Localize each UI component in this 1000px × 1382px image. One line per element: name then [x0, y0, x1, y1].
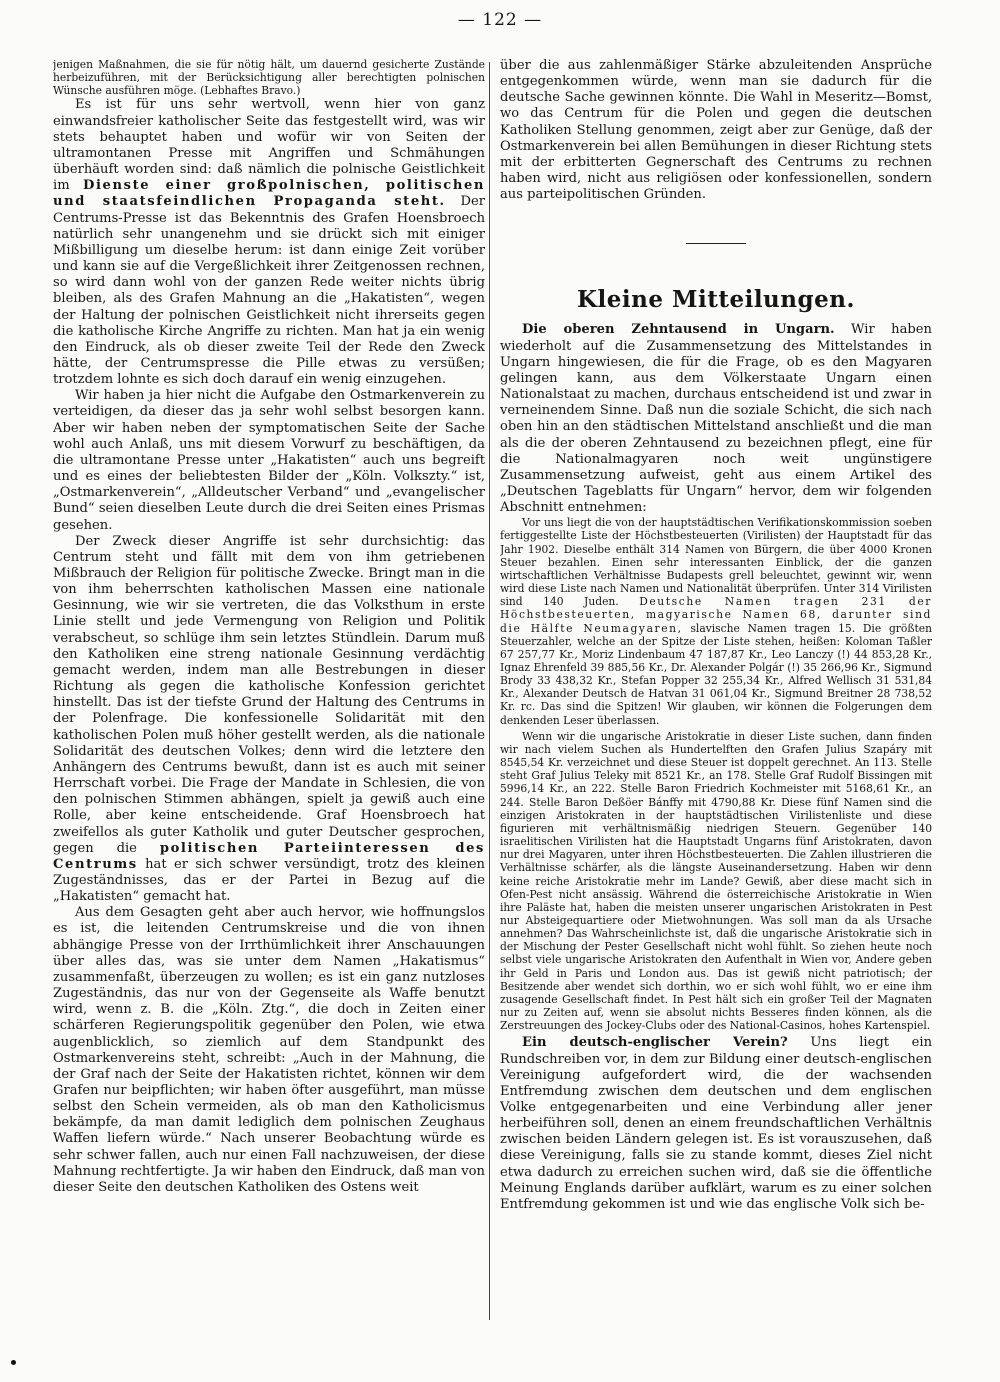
news-item-association-text: Uns liegt ein Rundschreiben vor, in dem zur Bildung einer deutsch-englischen Vereinigung aufgefordert wird, die der wachsenden Entfremdung zwischen dem deutschen und dem englischen Volke entgegenarbeiten und eine Verbindung aller jener herbeiführen soll, denen an einem freundschaftlichen Verhältnis zwischen beiden Ländern gelegen ist. Es ist vorauszusehen, daß diese Vereinigung, falls sie zu stande kommt, dieses Ziel nicht etwa dadurch zu erreichen suchen wird, daß sie die öffentliche Meinung Englands darüber aufklärt, warum es zu einer solchen Entfremdung gekommen ist und wie das englische Volk sich be- [500, 1035, 932, 1212]
left-paragraph-4-text-a: Der Zweck dieser Angriffe ist sehr durchsichtig: das Centrum steht und fällt mit dem von ihm getriebenen Mißbrauch der Religion für politische Zwecke. Bringt man in die von ihm beherrschten katholischen Massen eine nationale Gesinnung, wie wir sie vertreten, die das Volksthum in erste Linie stellt und jede Vermengung von Religion und Politik verabscheut, so schlüge ihm sein letztes Stündlein. Darum muß den Katholiken eine streng nationale Gesinnung verdächtig gemacht werden, indem man alle Bestrebungen in dieser Richtung als gegen die katholische Konfession gerichtet hinstellt. Das ist der tiefste Grund der Haltung des Centrums in der Polenfrage. Die konfessionelle Solidarität mit den katholischen Polen muß höher gestellt werden, als die nationale Solidarität des deutschen Volkes; denn wird die letztere den Anhängern des Centrums bewußt, dann ist es auch mit seiner Herrschaft vorbei. Die Frage der Mandate in Schlesien, die von den polnischen Stimmen abhängen, spielt ja gewiß auch eine Rolle, aber keine entscheidende. Graf Hoensbroech hat zweifellos als guter Katholik und guter Deutscher gesprochen, gegen die [53, 533, 485, 856]
quote-paragraph-1-text-c: slavische Namen tragen 15. Die größten Steuerzahler, welche an der Spitze der Liste stehen, heißen: Koloman Taßler 67 257,77 Kr., Moriz Lindenbaum 47 187,87 Kr., Leo Lanczy (!) 44 853,28 Kr., Ignaz Ehrenfeld 39 885,56 Kr., Dr. Alexander Polgár (!) 35 266,96 Kr., Sigmund Brody 33 438,32 Kr., Stefan Popper 32 255,34 Kr., Alfred Wellisch 31 531,84 Kr., Alexander Deutsch de Hatvan 31 061,04 Kr., Sigmund Breitner 28 738,52 Kr. rc. Das sind die Spitzen! Wir glauben, wir können die Folgerungen dem denkenden Leser überlassen. [500, 621, 932, 727]
left-paragraph-4-text-c: hat er sich schwer versündigt, trotz des kleinen Zugeständnisses, das er der Partei in Bezug auf die „Hakatisten“ gemacht hat. [53, 856, 485, 905]
left-paragraph-2-text-c: Der Centrums-Presse ist das Bekenntnis des Grafen Hoensbroech natürlich sehr unangenehm und sie drückt sich mit einiger Mißbilligung um dieselbe herum: ist dann einige Zeit vorüber und kann sie auf die Vergeßlichkeit ihrer Zeitgenossen rechnen, so wird dann wohl von der ganzen Rede weiter nichts übrig bleiben, als des Grafen Mahnung an die „Hakatisten“, wegen der Haltung der polnischen Geistlichkeit nicht ihrerseits gegen die katholische Kirche Angriffe zu richten. Man hat ja ein wenig den Eindruck, als ob dieser zweite Teil der Rede den Zweck hätte, der Centrumspresse die Pille etwas zu versüßen; trotzdem lohnte es sich doch darauf ein wenig einzugehen. [53, 194, 485, 388]
quote-paragraph-2: Wenn wir die ungarische Aristokratie in dieser Liste suchen, dann finden wir nach vielem Suchen als Hundertelften den Grafen Julius Szapáry mit 8545,54 Kr. verzeichnet und diese Steuer ist doppelt gerechnet. An 113. Stelle steht Graf Julius Teleky mit 8521 Kr., an 178. Stelle Graf Rudolf Bissingen mit 5996,14 Kr., an 222. Stelle Baron Friedrich Kochmeister mit 5168,61 Kr., an 244. Stelle Baron Deßöer Bánffy mit 4790,88 Kr. Diese fünf Namen sind die einzigen Aristokraten in der hauptstädtischen Virilistenliste und diese figurieren mit verhältnismäßig niedrigen Steuern. Gegenüber 140 israelitischen Virilisten hat die Hauptstadt Ungarns fünf Aristokraten, davon nur drei Magyaren, unter ihren Höchstbesteuerten. Die Zahlen illustrieren die Verhältnisse schärfer, als die längste Auseinandersetzung. Haben wir denn keine reiche Aristokratie mehr im Lande? Gewiß, aber diese macht sich in Ofen-Pest nicht ansässig. Während die österreichische Aristokratie in Wien ihre Paläste hat, haben die meisten unserer ungarischen Aristokraten in Pest nur Absteigequartiere oder Mietwohnungen. Was soll man da als Ursache annehmen? Das Wahrscheinlichste ist, daß die ungarische Aristokratie sich in der Mischung der Pester Gesellschaft nicht wohl fühlt. So ziehen heute noch selbst viele ungarische Aristokraten den Aufenthalt in Wien vor, Andere geben ihr Geld in Paris und London aus. Das ist gewiß nicht patriotisch; der Besitzende aber wendet sich dorthin, wo er sich wohl fühlt, wo er eine ihm zusagende Gesellschaft findet. In Pest hält sich ein großer Teil der Magnaten nur zu Zeiten auf, wenn sie absolut nichts Besseres finden können, als die Zerstreuungen des Jockey-Clubs oder des National-Casinos, hohes Kartenspiel. [500, 729, 932, 1033]
news-item-association [500, 1035, 932, 1213]
left-paragraph-2-text-a: Es ist für uns sehr wertvoll, wenn hier von ganz einwandsfreier katholischer Seite das festgestellt wird, was wir stets behauptet haben und wofür wir von Seiten der ultramontanen Presse mit Angriffen und Schmähungen überhäuft worden sind: daß nämlich die polnische Geistlichkeit im [53, 97, 485, 194]
column-divider [489, 62, 490, 1320]
section-separator-rule [686, 243, 746, 244]
right-column [500, 58, 932, 1348]
quote-paragraph-1-text-a: Vor uns liegt die von der hauptstädtischen Verifikationskommission soeben fertiggestellte Liste der Höchstbesteuerten (Virilisten) der Hauptstadt für das Jahr 1902. Dieselbe enthält 314 Namen von Bürgern, die über 4000 Kronen Steuer bezahlen. Einen sehr interessanten Einblick, der die ganzen wirtschaftlichen Verhältnisse Budapests grell beleuchtet, gewinnt wir, wenn wird diese Liste nach Namen und Nationalität überprüfen. Unter 314 Virilisten sind 140 Juden. [500, 516, 932, 609]
left-paragraph-2 [53, 97, 485, 388]
left-paragraph-1: jenigen Maßnahmen, die sie für nötig hält, um dauernd gesicherte Zustände herbeizuführen, mit der Berücksichtigung aller berechtigten polnischen Wünsche ausführen möge. (Lebhaftes Bravo.) [53, 58, 485, 98]
section-heading: Kleine Mitteilungen. [577, 286, 855, 314]
left-column [53, 58, 485, 1348]
left-paragraph-3: Wir haben ja hier nicht die Aufgabe den Ostmarkenverein zu verteidigen, da dieser das ja sehr wohl selbst besorgen kann. Aber wir haben neben der symptomatischen Seite der Sache wohl auch Anlaß, uns mit diesem Vorwurf zu beschäftigen, da die ultramontane Presse unter „Hakatisten“ auch uns begreift und es eines der beliebtesten Bilder der „Köln. Volkszty.“ ist, „Ostmarkenverein“, „Alldeutscher Verband“ und „evangelischer Bund“ seien dieselben Leute durch die drei Seiten eines Prismas gesehen. [53, 388, 485, 533]
margin-dot [11, 1360, 16, 1365]
left-paragraph-2-emphasis: Dienste einer großpolnischen, politischen und staatsfeindlichen Propaganda steht. [53, 178, 485, 210]
news-item-hungary-title: Die oberen Zehntausend in Ungarn. [522, 322, 835, 338]
quote-paragraph-1 [500, 516, 932, 727]
quote-paragraph-1-emphasis: Deutsche Namen tragen 231 der Höchstbesteuerten, magyarische Namen 68, darunter sind die Hälfte Neumagyaren, [500, 595, 932, 635]
left-paragraph-5: Aus dem Gesagten geht aber auch hervor, wie hoffnungslos es ist, die leitenden Centrumskreise und die von ihnen abhängige Presse von der Irrthümlichkeit ihrer Anschauungen über alles das, was sie unter dem Namen „Hakatismus“ zusammenfaßt, überzeugen zu wollen; es ist ein ganz nutzloses Zugeständnis, das nur von der Gegenseite als Waffe benutzt wird, wenn z. B. die „Köln. Ztg.“, die doch in Zeiten einer schärferen Regierungspolitik gegenüber den Polen, wie etwa augenblicklich, so ziemlich auf dem Standpunkt des Ostmarkenvereins steht, schreibt: „Auch in der Mahnung, die der Graf nach der Seite der Hakatisten richtet, können wir dem Grafen nur beipflichten; wir haben öfter ausgeführt, man müsse selbst den Schein vermeiden, als ob man den Katholicismus bekämpfe, da man damit lediglich dem polnischen Zeughaus Waffen liefern würde.“ Nach unserer Beobachtung würde es sehr schwer fallen, auch nur einen Fall nachzuweisen, der diese Mahnung rechtfertigte. Ja wir haben den Eindruck, daß man von dieser Seite den deutschen Katholiken des Ostens weit [53, 905, 485, 1195]
left-paragraph-4 [53, 534, 485, 906]
news-item-hungary [500, 322, 932, 516]
news-item-hungary-text: Wir haben wiederholt auf die Zusammensetzung des Mittelstandes in Ungarn hingewiesen, die für die Frage, ob es den Magyaren gelingen kann, aus dem Völkerstaate Ungarn einen Nationalstaat zu machen, durchaus entscheidend ist und zwar in verneinendem Sinne. Daß nun die soziale Schicht, die sich nach oben hin an den städtischen Mittelstand anschließt und die man als die der oberen Zehntausend zu bezeichnen pflegt, eine für die Nationalmagyaren noch weit ungünstigere Zusammensetzung aufweist, geht aus einem Artikel des „Deutschen Tageblatts für Ungarn“ hervor, dem wir folgenden Abschnitt entnehmen: [500, 322, 932, 516]
news-item-association-title: Ein deutsch-englischer Verein? [522, 1035, 788, 1051]
page-number: — 122 — [457, 10, 543, 30]
right-paragraph-1: über die aus zahlenmäßiger Stärke abzuleitenden Ansprüche entgegenkommen würde, wenn man sie dadurch für die deutsche Sache gewinnen könnte. Die Wahl in Meseritz—Bomst, wo das Centrum für die Polen und gegen die deutschen Katholiken Stellung genommen, zeigt aber zur Genüge, daß der Ostmarkenverein bei allen Bemühungen in dieser Richtung stets mit der erbitterten Gegnerschaft des Centrums zu rechnen haben wird, nicht aus religiösen oder konfessionellen, sondern aus parteipolitischen Gründen. [500, 58, 932, 203]
left-paragraph-4-emphasis: politischen Parteiinteressen des Centrums [53, 840, 485, 872]
